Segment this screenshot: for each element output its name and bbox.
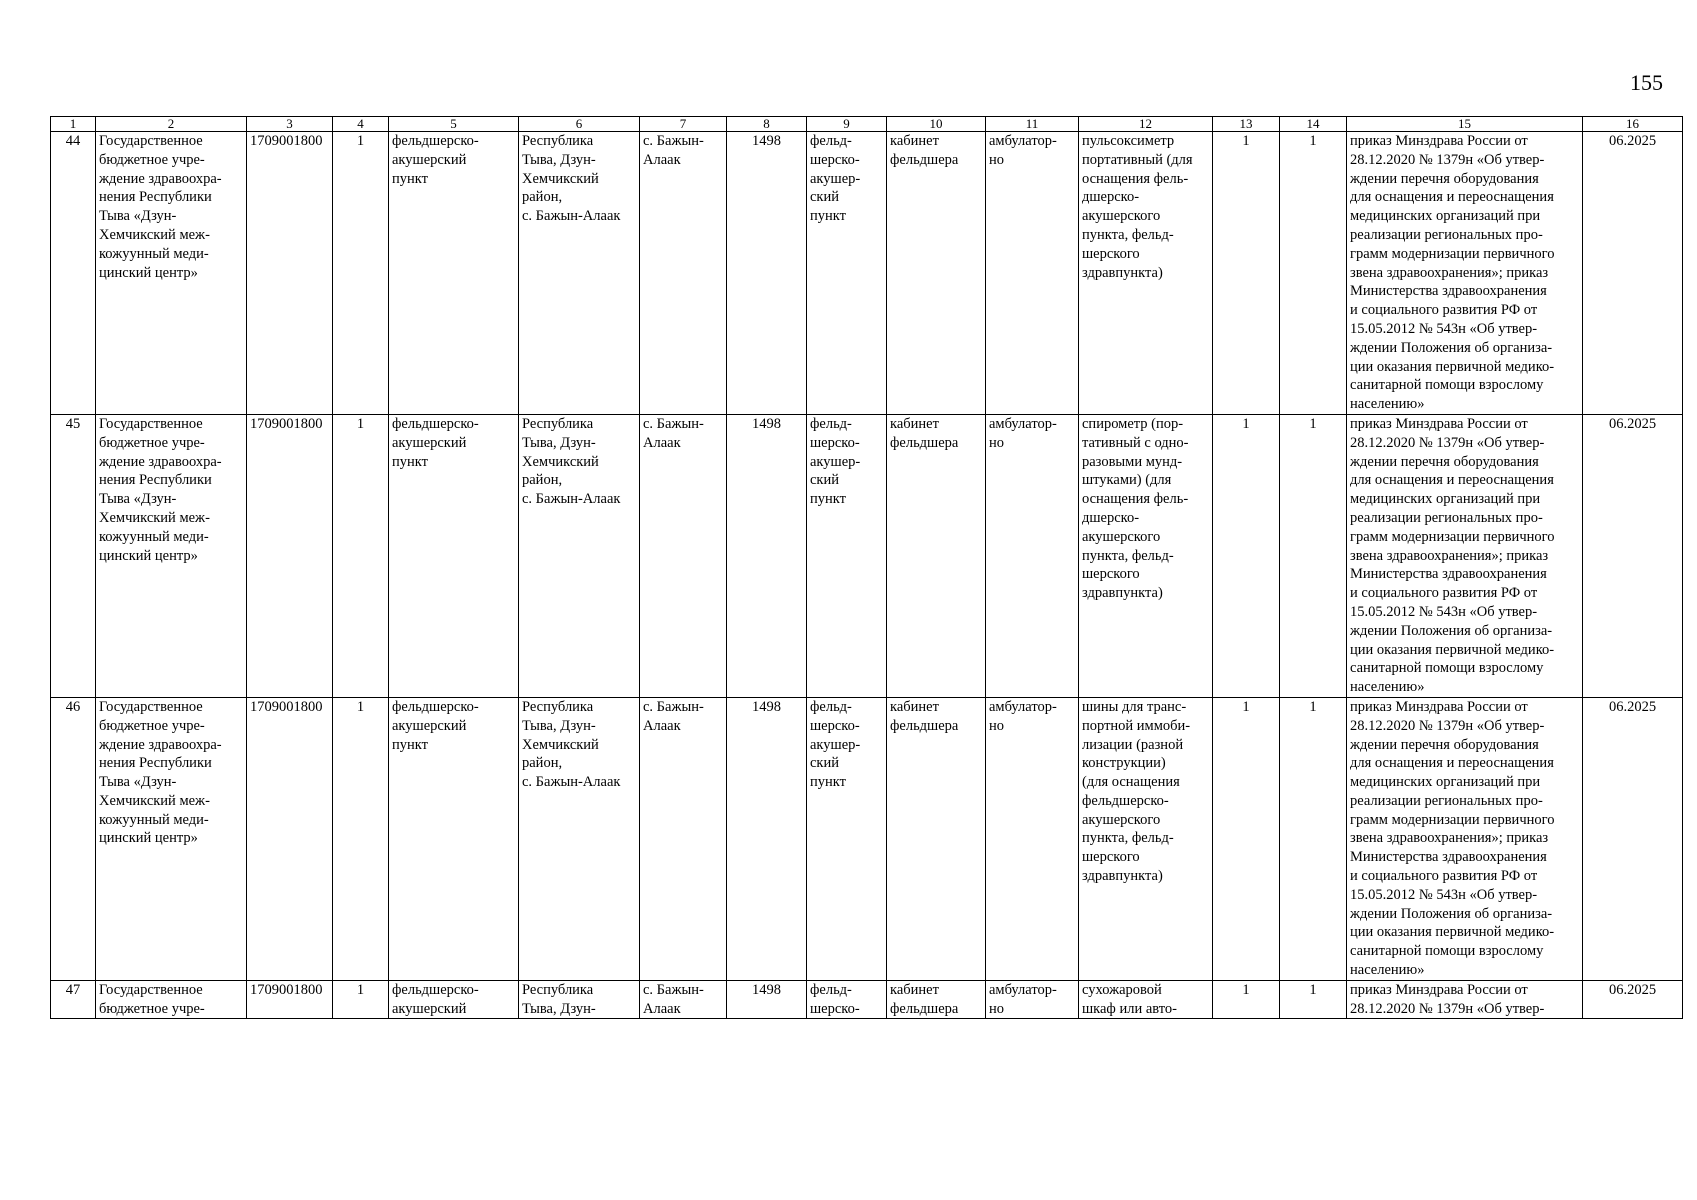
column-header: 10	[887, 117, 986, 132]
date: 06.2025	[1583, 697, 1683, 980]
column-14-value: 1	[1280, 980, 1347, 1019]
locality: с. Бажын- Алаак	[643, 415, 704, 451]
column-header: 2	[96, 117, 247, 132]
column-header: 13	[1213, 117, 1280, 132]
column-header: 16	[1583, 117, 1683, 132]
column-14-value: 1	[1280, 414, 1347, 697]
row-number: 44	[51, 132, 96, 415]
legal-basis: приказ Минздрава России от 28.12.2020 № 1379н «Об утвер- ждении перечня оборудования для оснащения и переоснащения медицинских организаций при реализации региональных про- грамм модернизации первичного звена здравоохранения»; приказ Министерства здравоохранения и социального развития РФ от 15.05.2012 № 543н «Об утвер- ждении Положения об организа- ции оказания первичной медико- санитарной помощи взрослому населению»	[1350, 133, 1555, 413]
equipment-name: сухожаровой шкаф или авто-	[1082, 981, 1177, 1017]
row-number: 47	[51, 980, 96, 1019]
column-13-value: 1	[1213, 697, 1280, 980]
room: кабинет фельдшера	[890, 981, 959, 1017]
column-4-value: 1	[333, 132, 389, 415]
table-row	[51, 697, 1683, 980]
row-number: 45	[51, 414, 96, 697]
column-13-value: 1	[1213, 980, 1280, 1019]
column-header: 8	[727, 117, 807, 132]
column-header: 5	[389, 117, 519, 132]
equipment-registry-table	[50, 116, 1683, 1019]
structural-unit: фельд- шерско- акушер- ский пункт	[810, 698, 861, 791]
structural-unit: фельд- шерско- акушер- ский пункт	[810, 133, 861, 225]
equipment-name: шины для транс- портной иммоби- лизации (разной конструкции) (для оснащения фельдшерско- акушерского пункта, фельд- шерского здравпункта)	[1082, 698, 1191, 885]
population: 1498	[727, 132, 807, 415]
column-header: 1	[51, 117, 96, 132]
column-number-header-row	[51, 117, 1683, 132]
column-4-value: 1	[333, 697, 389, 980]
page-number: 155	[1630, 70, 1663, 95]
legal-basis: приказ Минздрава России от 28.12.2020 № 1379н «Об утвер- ждении перечня оборудования для оснащения и переоснащения медицинских организаций при реализации региональных про- грамм модернизации первичного звена здравоохранения»; приказ Министерства здравоохранения и социального развития РФ от 15.05.2012 № 543н «Об утвер- ждении Положения об организа- ции оказания первичной медико- санитарной помощи взрослому населению»	[1350, 698, 1555, 979]
column-4-value: 1	[333, 414, 389, 697]
column-header: 15	[1347, 117, 1583, 132]
care-conditions: амбулатор- но	[989, 415, 1057, 451]
structural-unit: фельд- шерско- акушер- ский пункт	[810, 415, 861, 508]
locality: с. Бажын- Алаак	[643, 133, 704, 168]
column-header: 14	[1280, 117, 1347, 132]
table-row	[51, 980, 1683, 1019]
column-header: 11	[986, 117, 1079, 132]
column-14-value: 1	[1280, 132, 1347, 415]
column-header: 3	[247, 117, 333, 132]
population: 1498	[727, 697, 807, 980]
address: Республика Тыва, Дзун- Хемчикский район, с. Бажын-Алаак	[522, 415, 621, 508]
date: 06.2025	[1583, 132, 1683, 415]
care-conditions: амбулатор- но	[989, 981, 1057, 1017]
column-header: 7	[640, 117, 727, 132]
organization-code: 1709001800	[247, 697, 333, 980]
room: кабинет фельдшера	[890, 415, 959, 451]
column-header: 6	[519, 117, 640, 132]
column-header: 4	[333, 117, 389, 132]
column-14-value: 1	[1280, 697, 1347, 980]
table-row	[51, 132, 1683, 415]
equipment-name: пульсоксиметр портативный (для оснащения фель- дшерско- акушерского пункта, фельд- шерского здравпункта)	[1082, 133, 1193, 281]
locality: с. Бажын- Алаак	[643, 698, 704, 734]
address: Республика Тыва, Дзун- Хемчикский район, с. Бажын-Алаак	[522, 698, 621, 791]
unit-type: фельдшерско- акушерский пункт	[392, 698, 479, 753]
column-13-value: 1	[1213, 132, 1280, 415]
population: 1498	[727, 980, 807, 1019]
population: 1498	[727, 414, 807, 697]
room: кабинет фельдшера	[890, 133, 959, 168]
organization-name: Государственное бюджетное учре- ждение здравоохра- нения Республики Тыва «Дзун- Хемчикский меж- кожуунный меди- цинский центр»	[99, 698, 222, 847]
organization-name: Государственное бюджетное учре- ждение здравоохра- нения Республики Тыва «Дзун- Хемчикский меж- кожуунный меди- цинский центр»	[99, 415, 222, 564]
unit-type: фельдшерско- акушерский	[392, 981, 479, 1017]
structural-unit: фельд- шерско-	[810, 981, 860, 1017]
care-conditions: амбулатор- но	[989, 133, 1057, 168]
column-13-value: 1	[1213, 414, 1280, 697]
column-header: 9	[807, 117, 887, 132]
column-4-value: 1	[333, 980, 389, 1019]
address: Республика Тыва, Дзун- Хемчикский район, с. Бажын-Алаак	[522, 133, 621, 225]
care-conditions: амбулатор- но	[989, 698, 1057, 734]
unit-type: фельдшерско- акушерский пункт	[392, 133, 479, 187]
date: 06.2025	[1583, 414, 1683, 697]
organization-code: 1709001800	[247, 132, 333, 415]
table-row	[51, 414, 1683, 697]
locality: с. Бажын- Алаак	[643, 981, 704, 1017]
legal-basis: приказ Минздрава России от 28.12.2020 № 1379н «Об утвер-	[1350, 981, 1545, 1017]
organization-name: Государственное бюджетное учре-	[99, 981, 205, 1017]
date: 06.2025	[1583, 980, 1683, 1019]
organization-code: 1709001800	[247, 980, 333, 1019]
equipment-name: спирометр (пор- тативный с одно- разовыми мунд- штуками) (для оснащения фель- дшерско- акушерского пункта, фельд- шерского здравпункта)	[1082, 415, 1189, 602]
address: Республика Тыва, Дзун-	[522, 981, 596, 1017]
unit-type: фельдшерско- акушерский пункт	[392, 415, 479, 470]
room: кабинет фельдшера	[890, 698, 959, 734]
organization-code: 1709001800	[247, 414, 333, 697]
organization-name: Государственное бюджетное учре- ждение здравоохра- нения Республики Тыва «Дзун- Хемчикский меж- кожуунный меди- цинский центр»	[99, 133, 222, 281]
column-header: 12	[1079, 117, 1213, 132]
legal-basis: приказ Минздрава России от 28.12.2020 № 1379н «Об утвер- ждении перечня оборудования для оснащения и переоснащения медицинских организаций при реализации региональных про- грамм модернизации первичного звена здравоохранения»; приказ Министерства здравоохранения и социального развития РФ от 15.05.2012 № 543н «Об утвер- ждении Положения об организа- ции оказания первичной медико- санитарной помощи взрослому населению»	[1350, 415, 1555, 696]
row-number: 46	[51, 697, 96, 980]
